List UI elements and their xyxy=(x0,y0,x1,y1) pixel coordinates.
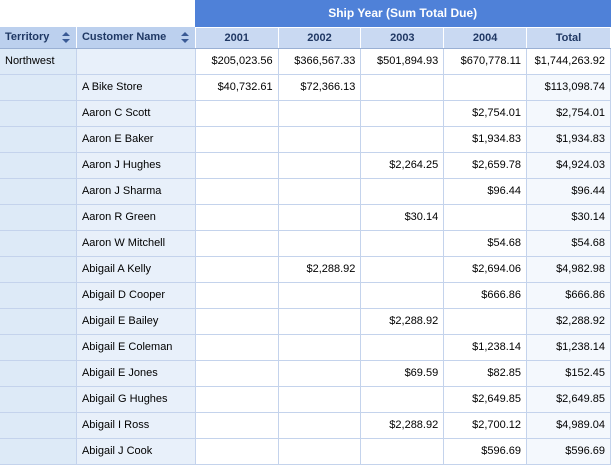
cell-territory xyxy=(0,308,76,334)
cell-territory: Northwest xyxy=(0,48,76,74)
cell-total: $96.44 xyxy=(527,178,611,204)
cell-total: $152.45 xyxy=(527,360,611,386)
cell-y2003 xyxy=(361,126,444,152)
cell-y2001 xyxy=(195,178,278,204)
cell-y2004: $2,649.85 xyxy=(444,386,527,412)
cell-total: $4,989.04 xyxy=(527,412,611,438)
column-header-customer-name-label: Customer Name xyxy=(81,31,167,44)
cell-y2003 xyxy=(361,438,444,464)
cell-total: $30.14 xyxy=(527,204,611,230)
cell-y2003 xyxy=(361,334,444,360)
cell-y2004 xyxy=(444,204,527,230)
cell-y2001 xyxy=(195,100,278,126)
column-header-2004[interactable]: 2004 xyxy=(444,27,527,48)
cell-y2004: $2,659.78 xyxy=(444,152,527,178)
cell-territory xyxy=(0,360,76,386)
cell-y2003 xyxy=(361,256,444,282)
cell-y2002 xyxy=(278,334,361,360)
cell-customer-name: Abigail G Hughes xyxy=(76,386,195,412)
table-row[interactable] xyxy=(0,386,611,412)
cell-y2002 xyxy=(278,412,361,438)
cell-y2002 xyxy=(278,360,361,386)
cell-y2001 xyxy=(195,412,278,438)
cell-y2001 xyxy=(195,256,278,282)
cell-territory xyxy=(0,204,76,230)
cell-y2004: $1,934.83 xyxy=(444,126,527,152)
cell-customer-name: Abigail A Kelly xyxy=(76,256,195,282)
cell-customer-name: Abigail I Ross xyxy=(76,412,195,438)
cell-y2003: $2,288.92 xyxy=(361,412,444,438)
cell-customer-name: Aaron J Hughes xyxy=(76,152,195,178)
cell-territory xyxy=(0,256,76,282)
sort-updown-icon[interactable] xyxy=(62,32,71,43)
cell-y2001 xyxy=(195,360,278,386)
column-header-territory[interactable] xyxy=(0,27,76,48)
cell-y2001 xyxy=(195,438,278,464)
table-row[interactable] xyxy=(0,360,611,386)
cell-y2001 xyxy=(195,282,278,308)
cell-y2001 xyxy=(195,230,278,256)
cell-territory xyxy=(0,100,76,126)
cell-y2001: $205,023.56 xyxy=(195,48,278,74)
cell-customer-name: Aaron C Scott xyxy=(76,100,195,126)
cell-y2004: $1,238.14 xyxy=(444,334,527,360)
cell-y2004: $596.69 xyxy=(444,438,527,464)
cell-total: $4,924.03 xyxy=(527,152,611,178)
cell-y2004: $2,694.06 xyxy=(444,256,527,282)
cell-y2001 xyxy=(195,308,278,334)
cell-territory xyxy=(0,282,76,308)
cell-y2001 xyxy=(195,386,278,412)
cell-y2004 xyxy=(444,308,527,334)
cell-y2004: $96.44 xyxy=(444,178,527,204)
table-row[interactable] xyxy=(0,334,611,360)
cell-y2002 xyxy=(278,438,361,464)
table-row[interactable] xyxy=(0,256,611,282)
cell-y2001: $40,732.61 xyxy=(195,74,278,100)
table-head xyxy=(0,0,611,48)
column-header-row xyxy=(0,27,611,48)
cell-y2002: $366,567.33 xyxy=(278,48,361,74)
cell-y2002 xyxy=(278,308,361,334)
cell-territory xyxy=(0,334,76,360)
cell-y2003: $69.59 xyxy=(361,360,444,386)
cell-customer-name xyxy=(76,48,195,74)
cell-total: $4,982.98 xyxy=(527,256,611,282)
cell-territory xyxy=(0,438,76,464)
cell-customer-name: Abigail E Jones xyxy=(76,360,195,386)
table-row[interactable] xyxy=(0,282,611,308)
cell-y2003 xyxy=(361,282,444,308)
cell-territory xyxy=(0,178,76,204)
cell-y2001 xyxy=(195,334,278,360)
cell-y2002 xyxy=(278,386,361,412)
table-row[interactable] xyxy=(0,74,611,100)
cell-total: $54.68 xyxy=(527,230,611,256)
cell-y2001 xyxy=(195,204,278,230)
cell-territory xyxy=(0,412,76,438)
cell-customer-name: Aaron J Sharma xyxy=(76,178,195,204)
table-row[interactable] xyxy=(0,152,611,178)
cell-customer-name: Abigail E Coleman xyxy=(76,334,195,360)
table-row[interactable] xyxy=(0,230,611,256)
cell-territory xyxy=(0,230,76,256)
cell-y2004: $2,700.12 xyxy=(444,412,527,438)
cell-territory xyxy=(0,126,76,152)
cell-y2002 xyxy=(278,204,361,230)
column-band-title: Ship Year (Sum Total Due) xyxy=(195,0,610,27)
cell-y2002 xyxy=(278,230,361,256)
cell-y2002 xyxy=(278,100,361,126)
cell-customer-name: Aaron R Green xyxy=(76,204,195,230)
table-row[interactable] xyxy=(0,412,611,438)
column-header-territory-label: Territory xyxy=(5,31,50,44)
cell-y2002 xyxy=(278,282,361,308)
cell-total: $596.69 xyxy=(527,438,611,464)
cell-y2002: $72,366.13 xyxy=(278,74,361,100)
cell-y2003: $2,288.92 xyxy=(361,308,444,334)
cell-y2004: $54.68 xyxy=(444,230,527,256)
column-header-2003[interactable]: 2003 xyxy=(361,27,444,48)
cell-customer-name: Abigail E Bailey xyxy=(76,308,195,334)
cell-y2004 xyxy=(444,74,527,100)
cell-customer-name: Aaron W Mitchell xyxy=(76,230,195,256)
table-body xyxy=(0,48,611,464)
cell-total: $2,288.92 xyxy=(527,308,611,334)
table-row[interactable] xyxy=(0,100,611,126)
cell-y2003 xyxy=(361,100,444,126)
cell-territory xyxy=(0,386,76,412)
cell-y2003: $30.14 xyxy=(361,204,444,230)
table-row[interactable] xyxy=(0,48,611,74)
column-header-2001[interactable]: 2001 xyxy=(195,27,278,48)
cell-y2001 xyxy=(195,152,278,178)
cell-y2002 xyxy=(278,152,361,178)
table-row[interactable] xyxy=(0,438,611,464)
table-row[interactable] xyxy=(0,204,611,230)
cell-y2002: $2,288.92 xyxy=(278,256,361,282)
cell-total: $666.86 xyxy=(527,282,611,308)
cell-total: $1,744,263.92 xyxy=(527,48,611,74)
column-band-row xyxy=(0,0,611,27)
sort-updown-icon[interactable] xyxy=(181,32,190,43)
cell-y2003: $2,264.25 xyxy=(361,152,444,178)
cell-customer-name: Abigail D Cooper xyxy=(76,282,195,308)
table-row[interactable] xyxy=(0,178,611,204)
cell-total: $113,098.74 xyxy=(527,74,611,100)
cell-y2003 xyxy=(361,178,444,204)
cell-territory xyxy=(0,74,76,100)
cell-territory xyxy=(0,152,76,178)
cell-y2004: $670,778.11 xyxy=(444,48,527,74)
cell-y2003 xyxy=(361,386,444,412)
cell-y2002 xyxy=(278,178,361,204)
column-header-2002[interactable]: 2002 xyxy=(278,27,361,48)
cell-total: $1,238.14 xyxy=(527,334,611,360)
cell-total: $1,934.83 xyxy=(527,126,611,152)
cell-y2002 xyxy=(278,126,361,152)
cell-customer-name: Aaron E Baker xyxy=(76,126,195,152)
column-header-total[interactable]: Total xyxy=(527,27,611,48)
cell-total: $2,754.01 xyxy=(527,100,611,126)
cell-customer-name: A Bike Store xyxy=(76,74,195,100)
cell-y2004: $666.86 xyxy=(444,282,527,308)
cell-y2003: $501,894.93 xyxy=(361,48,444,74)
cell-customer-name: Abigail J Cook xyxy=(76,438,195,464)
cell-y2001 xyxy=(195,126,278,152)
table-row[interactable] xyxy=(0,126,611,152)
table-row[interactable] xyxy=(0,308,611,334)
cell-y2004: $82.85 xyxy=(444,360,527,386)
cell-total: $2,649.85 xyxy=(527,386,611,412)
column-header-customer-name[interactable] xyxy=(76,27,195,48)
band-spacer xyxy=(0,0,195,27)
cell-y2003 xyxy=(361,230,444,256)
cell-y2004: $2,754.01 xyxy=(444,100,527,126)
cell-y2003 xyxy=(361,74,444,100)
